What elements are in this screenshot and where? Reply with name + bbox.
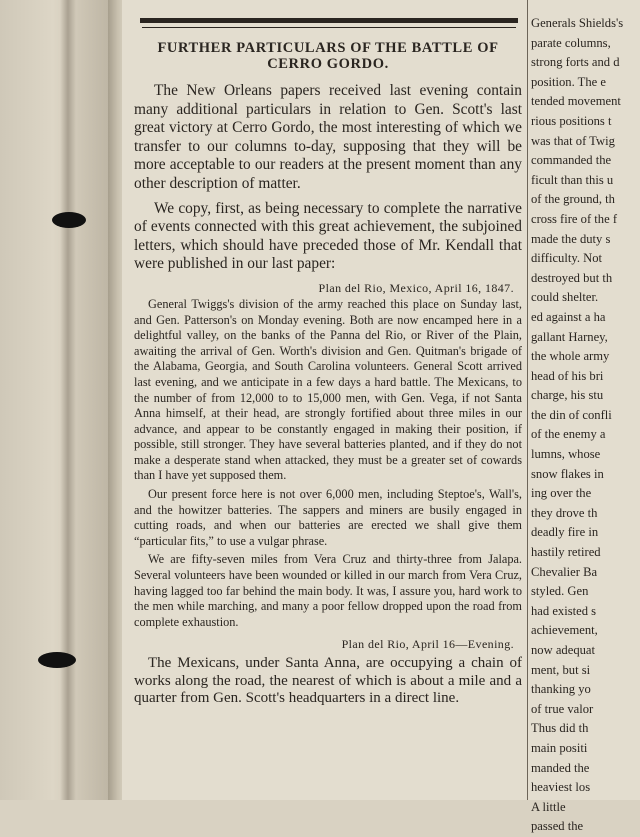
right-line-2: parate columns, bbox=[531, 35, 611, 50]
binding-hole-bottom bbox=[38, 652, 76, 668]
column-divider bbox=[527, 0, 528, 800]
right-line-10: of the ground, th bbox=[531, 192, 615, 207]
right-line-12: made the duty s bbox=[531, 231, 611, 246]
headline-line-1: FURTHER PARTICULARS OF THE BATTLE OF bbox=[157, 40, 499, 56]
right-line-33: now adequat bbox=[531, 643, 595, 657]
right-line-42: passed the bbox=[531, 819, 584, 834]
page-fold-crease bbox=[60, 0, 76, 800]
letter-paragraph-1: General Twiggs's division of the army reached this place on Sunday last, and Gen. Patterson's on Monday evening. Both are now encamped here in a delightful valley, on the banks of the Panna del Rio, or River of the Plain, awaiting the arrival of Gen. Worth's division and Gen. Quitman's brigade of the Alabama, Georgia, and South Carolina volunteers. General Scott arrived last evening, and we anticipate in a few days a hard battle. The Mexicans, to the number of from 12,000 to to 15,000 men, with Gen. Vega, if not Santa Anna himself, at their head, are strongly fortified about three miles in our advance, and appear to be constantly engaged in making their position, if possible, still stronger. They have several batteries planted, and if they do not make a desperate stand when attacked, they must be a greater set of cowards than I have yet supposed them. bbox=[134, 296, 522, 483]
headline-line-2: CERRO GORDO. bbox=[267, 56, 389, 72]
right-line-37: Thus did th bbox=[531, 721, 589, 736]
right-line-38: main positi bbox=[531, 740, 588, 755]
right-line-40: heaviest los bbox=[531, 780, 591, 795]
right-line-11: cross fire of the f bbox=[531, 211, 618, 226]
adjacent-column bbox=[531, 14, 640, 834]
column-top-rule bbox=[140, 18, 518, 23]
facing-page-edge bbox=[0, 0, 118, 800]
dateline-april-16: Plan del Rio, Mexico, April 16, 1847. bbox=[318, 280, 514, 295]
letter-paragraph-3: We are fifty-seven miles from Vera Cruz and thirty-three from Jalapa. Several volunteers have been wounded or killed in our march from Vera Cruz, having lagged too far behind the main body. It was, I assure you, hard work to the men while marching, and many a poor fellow dropped upon the road from complete exhaustion. bbox=[134, 552, 522, 629]
evening-paragraph: The Mexicans, under Santa Anna, are occupying a chain of works along the road, the nearest of which is about a mile and a quarter from Gen. Scott's headquarters in a direct line. bbox=[134, 655, 522, 707]
article-column bbox=[134, 40, 522, 708]
right-line-25: ing over the bbox=[531, 486, 592, 501]
right-line-27: deadly fire in bbox=[531, 525, 599, 540]
right-line-7: was that of Twig bbox=[531, 133, 615, 148]
right-line-23: lumns, whose bbox=[531, 447, 601, 462]
right-line-39: manded the bbox=[531, 760, 590, 775]
right-line-26: they drove th bbox=[531, 505, 598, 520]
right-line-9: ficult than this u bbox=[531, 172, 614, 187]
right-line-20: charge, his stu bbox=[531, 388, 604, 403]
right-line-24: snow flakes in bbox=[531, 466, 604, 481]
right-line-32: achievement, bbox=[531, 623, 598, 638]
right-line-18: the whole army bbox=[531, 349, 610, 364]
binding-hole-top bbox=[52, 212, 86, 228]
letter-paragraph-2: Our present force here is not over 6,000 men, including Steptoe's, Wall's, and the howitzer batteries. The sappers and miners are busily engaged in cutting roads, and when our batteries are erected we shall give them “particular fits,” to use a vulgar phrase. bbox=[134, 487, 522, 548]
intro-paragraph-2: We copy, first, as being necessary to complete the narrative of events connected with this great achievement, the subjoined letters, which should have preceded those of Mr. Kendall that were published in our last paper: bbox=[134, 199, 522, 273]
right-line-34: ment, but si bbox=[531, 662, 591, 677]
right-line-41: A little bbox=[531, 799, 566, 814]
right-line-4: position. The e bbox=[531, 74, 606, 89]
intro-paragraph-1: The New Orleans papers received last evening contain many additional particulars in relation to Gen. Scott's last great victory at Cerro Gordo, the most interesting of which we transfer to our columns to-day, supposing that they will be more acceptable to our readers at the present moment than any other description of matter. bbox=[134, 82, 522, 192]
right-line-29: Chevalier Ba bbox=[531, 564, 598, 579]
right-line-8: commanded the bbox=[531, 153, 612, 168]
right-line-1: Generals Shields's bbox=[531, 16, 624, 30]
right-line-19: head of his bri bbox=[531, 368, 604, 383]
right-line-21: the din of confli bbox=[531, 407, 612, 422]
right-line-17: gallant Harney, bbox=[531, 329, 608, 344]
right-line-35: thanking yo bbox=[531, 682, 591, 697]
right-line-28: hastily retired bbox=[531, 545, 601, 560]
right-line-3: strong forts and d bbox=[531, 55, 620, 70]
right-line-14: destroyed but th bbox=[531, 270, 613, 285]
right-line-15: could shelter. bbox=[531, 290, 599, 305]
right-line-5: tended movement bbox=[531, 94, 621, 109]
right-line-22: of the enemy a bbox=[531, 427, 606, 442]
right-line-6: rious positions t bbox=[531, 113, 612, 128]
right-line-13: difficulty. Not bbox=[531, 251, 603, 266]
right-line-16: ed against a ha bbox=[531, 309, 606, 324]
right-line-36: of true valor bbox=[531, 701, 594, 716]
dateline-evening: Plan del Rio, April 16—Evening. bbox=[341, 637, 514, 652]
article-headline bbox=[134, 40, 522, 72]
right-line-31: had existed s bbox=[531, 603, 597, 618]
right-line-30: styled. Gen bbox=[531, 584, 589, 599]
